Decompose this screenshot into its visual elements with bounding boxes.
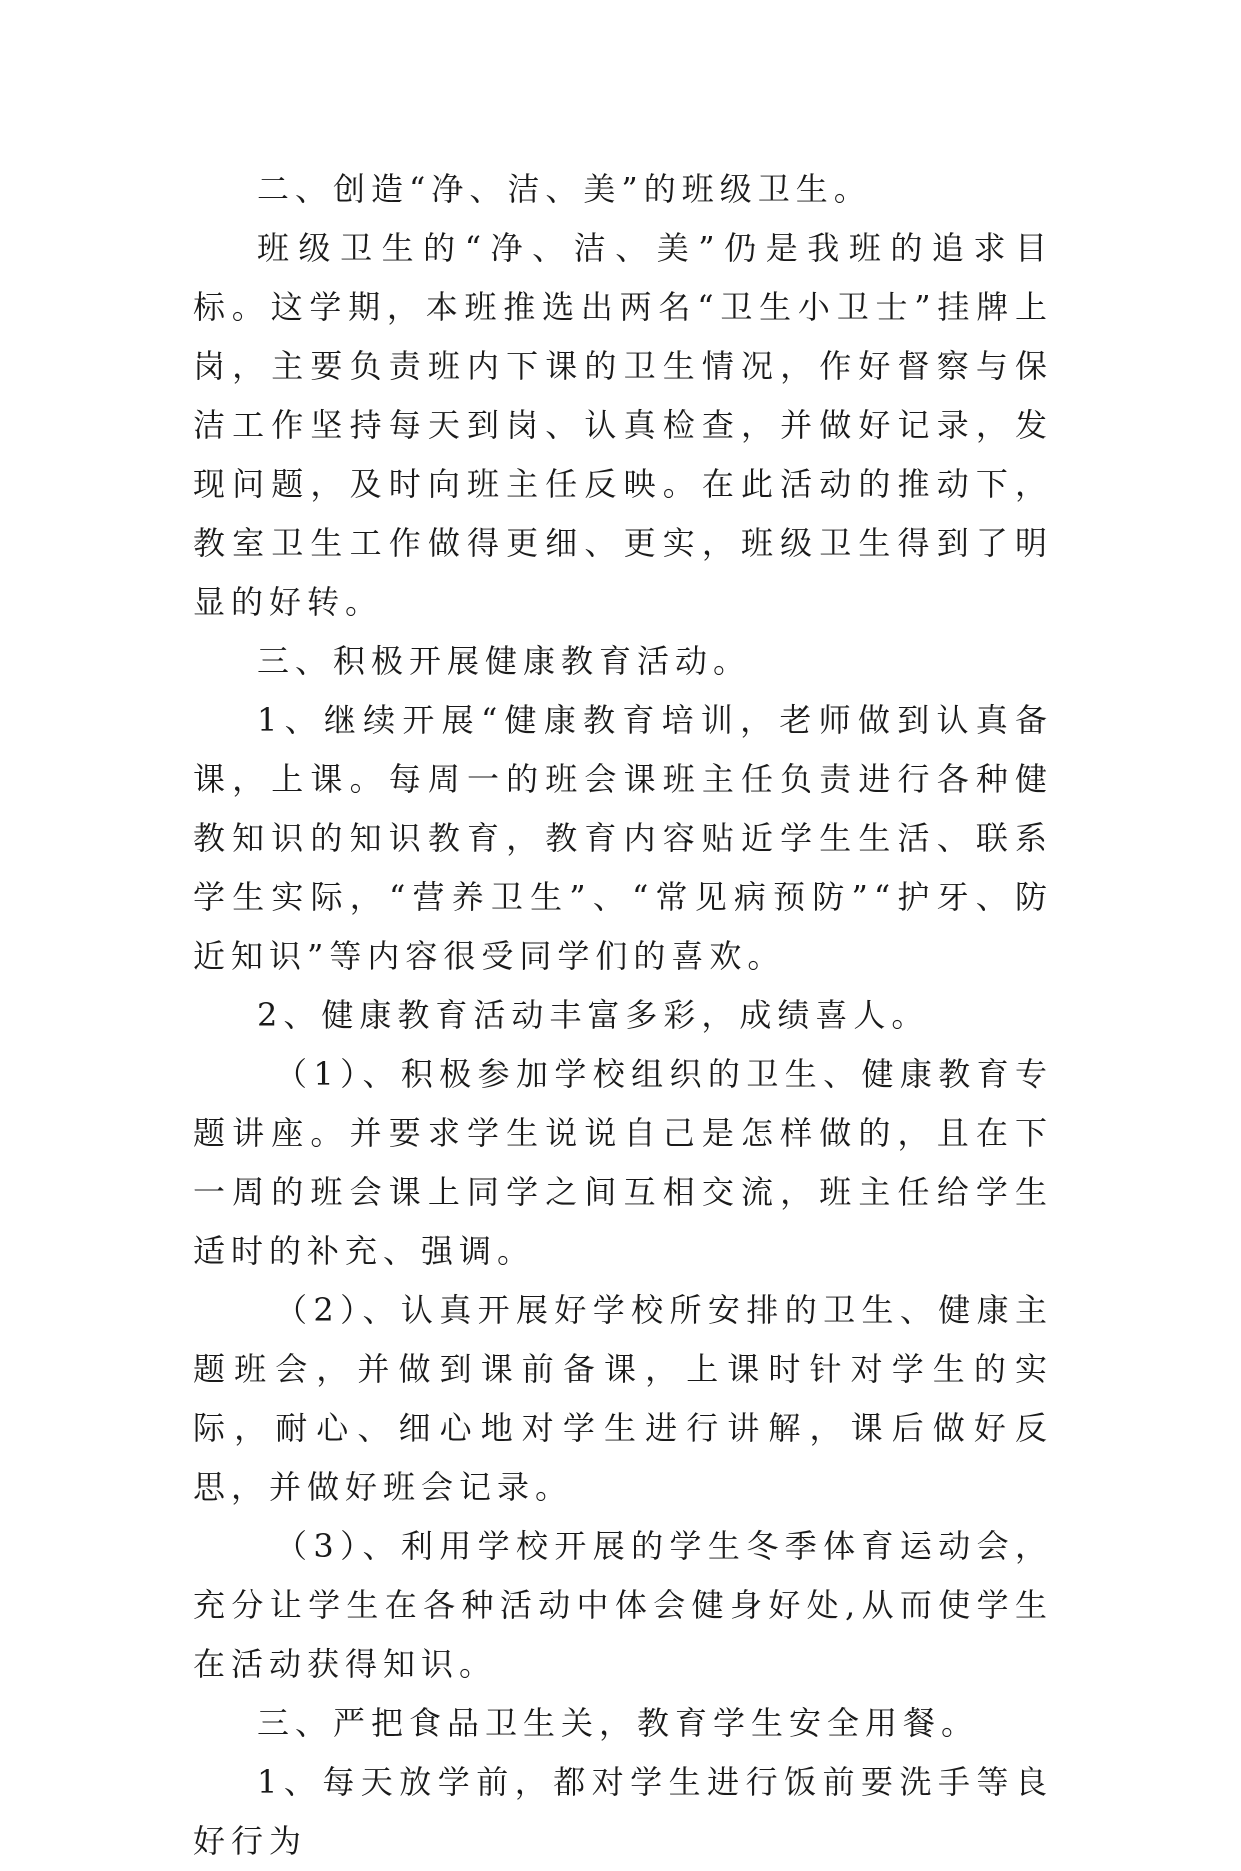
paragraph-item-2: （2）、认真开展好学校所安排的卫生、健康主题班会，并做到课前备课，上课时针对学生的实际，耐心、细心地对学生进行讲解，课后做好反思，并做好班会记录。: [193, 1291, 1053, 1506]
section-heading-food-safety: 三、严把食品卫生关，教育学生安全用餐。: [257, 1704, 980, 1742]
paragraph-item-1: （1）、积极参加学校组织的卫生、健康教育专题讲座。并要求学生说说自己是怎样做的，且在下一周的班会课上同学之间互相交流，班主任给学生适时的补充、强调。: [193, 1055, 1053, 1270]
section-heading-hygiene: 二、创造“净、洁、美”的班级卫生。: [257, 170, 872, 208]
paragraph-food-safety: 1、每天放学前，都对学生进行饭前要洗手等良好行为: [193, 1763, 1053, 1860]
paragraph-item-3: （3）、利用学校开展的学生冬季体育运动会，充分让学生在各种活动中体会健身好处,从而使学生在活动获得知识。: [193, 1527, 1053, 1683]
document-body: [193, 160, 1053, 1871]
paragraph-health-activities: 2、健康教育活动丰富多彩，成绩喜人。: [257, 996, 930, 1034]
paragraph-health-training: 1、继续开展“健康教育培训，老师做到认真备课，上课。每周一的班会课班主任负责进行各种健教知识的知识教育，教育内容贴近学生生活、联系学生实际，“营养卫生”、“常见病预防”“护牙、防近知识”等内容很受同学们的喜欢。: [193, 701, 1053, 975]
paragraph-hygiene: 班级卫生的“净、洁、美”仍是我班的追求目标。这学期，本班推选出两名“卫生小卫士”挂牌上岗，主要负责班内下课的卫生情况，作好督察与保洁工作坚持每天到岗、认真检查，并做好记录，发现问题，及时向班主任反映。在此活动的推动下，教室卫生工作做得更细、更实，班级卫生得到了明显的好转。: [193, 229, 1053, 621]
section-heading-health-education: 三、积极开展健康教育活动。: [257, 642, 752, 680]
